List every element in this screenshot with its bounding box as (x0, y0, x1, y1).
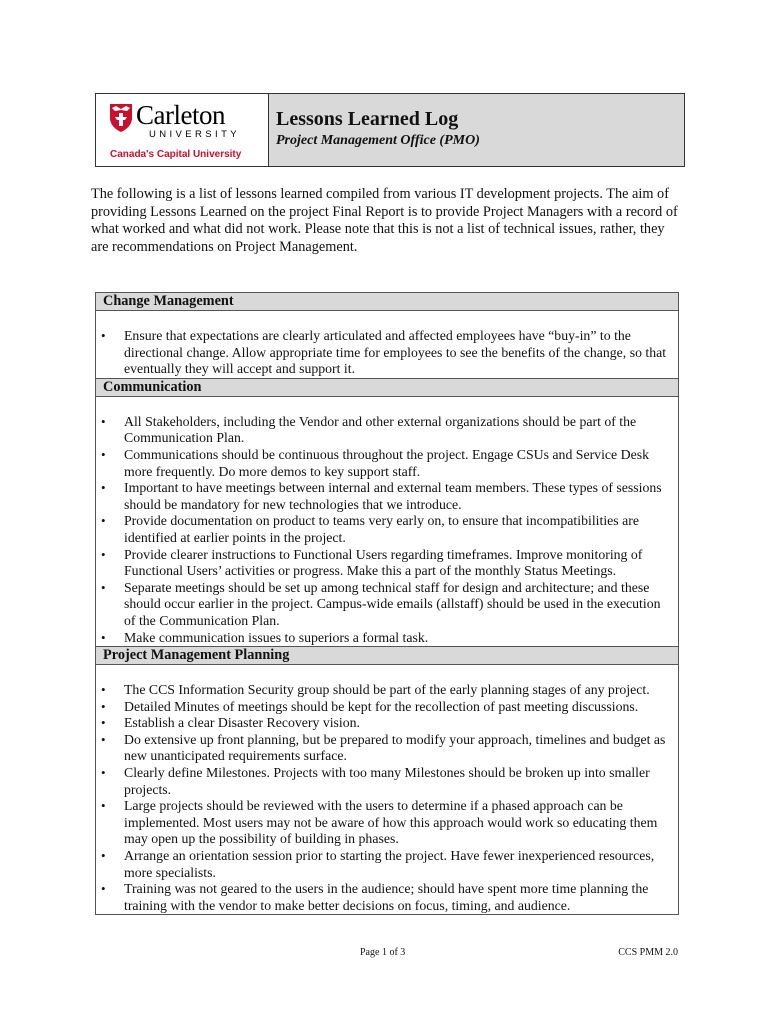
lesson-item: • Provide clearer instructions to Functional Users regarding timeframes. Improve monitoring of Functional Users’ activities or progress. Make this a part of the monthly Status Meetings. (96, 547, 678, 580)
lesson-item: • Make communication issues to superiors a formal task. (96, 630, 678, 647)
lesson-item: • Training was not geared to the users in the audience; should have spent more time planning the training with the vendor to make better decisions on focus, timing, and audience. (96, 881, 678, 914)
lessons-table (95, 292, 679, 915)
section-heading: Communication (96, 378, 678, 397)
document-header (95, 93, 685, 167)
logo-tagline: Canada's Capital University (110, 149, 242, 160)
lesson-item: • The CCS Information Security group should be part of the early planning stages of any project. (96, 682, 678, 699)
lesson-item: • Establish a clear Disaster Recovery vision. (96, 715, 678, 732)
page-number: Page 1 of 3 (360, 947, 406, 958)
lesson-item: • Communications should be continuous throughout the project. Engage CSUs and Service Desk more frequently. Do more demos to key support staff. (96, 447, 678, 480)
lesson-list (96, 414, 678, 646)
document-code: CCS PMM 2.0 (618, 947, 678, 958)
lesson-list (96, 328, 678, 378)
title-box (269, 94, 684, 166)
lesson-item: • Do extensive up front planning, but be prepared to modify your approach, timelines and budget as new unanticipated requirements surface. (96, 732, 678, 765)
logo-name: Carleton (136, 100, 225, 130)
section-body (96, 311, 678, 378)
section-body (96, 397, 678, 646)
lesson-item: • Important to have meetings between internal and external team members. These types of sessions should be mandatory for new technologies that we introduce. (96, 480, 678, 513)
lesson-item: • All Stakeholders, including the Vendor and other external organizations should be part of the Communication Plan. (96, 414, 678, 447)
lesson-item: • Large projects should be reviewed with the users to determine if a phased approach can be implemented. Most users may not be aware of how this approach would work so educating them may open up the possibility of building in phases. (96, 798, 678, 848)
carleton-shield-icon (109, 103, 133, 133)
lesson-item: • Arrange an orientation session prior to starting the project. Have fewer inexperienced resources, more specialists. (96, 848, 678, 881)
lesson-list (96, 682, 678, 914)
document-title: Lessons Learned Log (276, 108, 459, 130)
lesson-item: • Detailed Minutes of meetings should be kept for the recollection of past meeting discussions. (96, 699, 678, 716)
logo-university: UNIVERSITY (149, 129, 241, 140)
intro-paragraph: The following is a list of lessons learned compiled from various IT development projects. The aim of providing Lessons Learned on the project Final Report is to provide Project Managers with a record of what worked and what did not work. Please note that this is not a list of technical issues, rather, they are recommendations on Project Management. (91, 186, 678, 255)
section-body (96, 665, 678, 914)
lesson-item: • Provide documentation on product to teams very early on, to ensure that incompatibilities are identified at earlier points in the project. (96, 513, 678, 546)
lesson-item: • Clearly define Milestones. Projects with too many Milestones should be broken up into smaller projects. (96, 765, 678, 798)
document-subtitle: Project Management Office (PMO) (276, 133, 480, 148)
section-heading: Change Management (96, 293, 678, 311)
lesson-item: • Separate meetings should be set up among technical staff for design and architecture; and these should occur earlier in the project. Campus-wide emails (allstaff) should be used in the execution of the Communication Plan. (96, 580, 678, 630)
section-heading: Project Management Planning (96, 646, 678, 665)
carleton-logo (96, 94, 269, 166)
lesson-item: • Ensure that expectations are clearly articulated and affected employees have “buy-in” to the directional change. Allow appropriate time for employees to see the benefits of the change, so that eventually they will accept and support it. (96, 328, 678, 378)
